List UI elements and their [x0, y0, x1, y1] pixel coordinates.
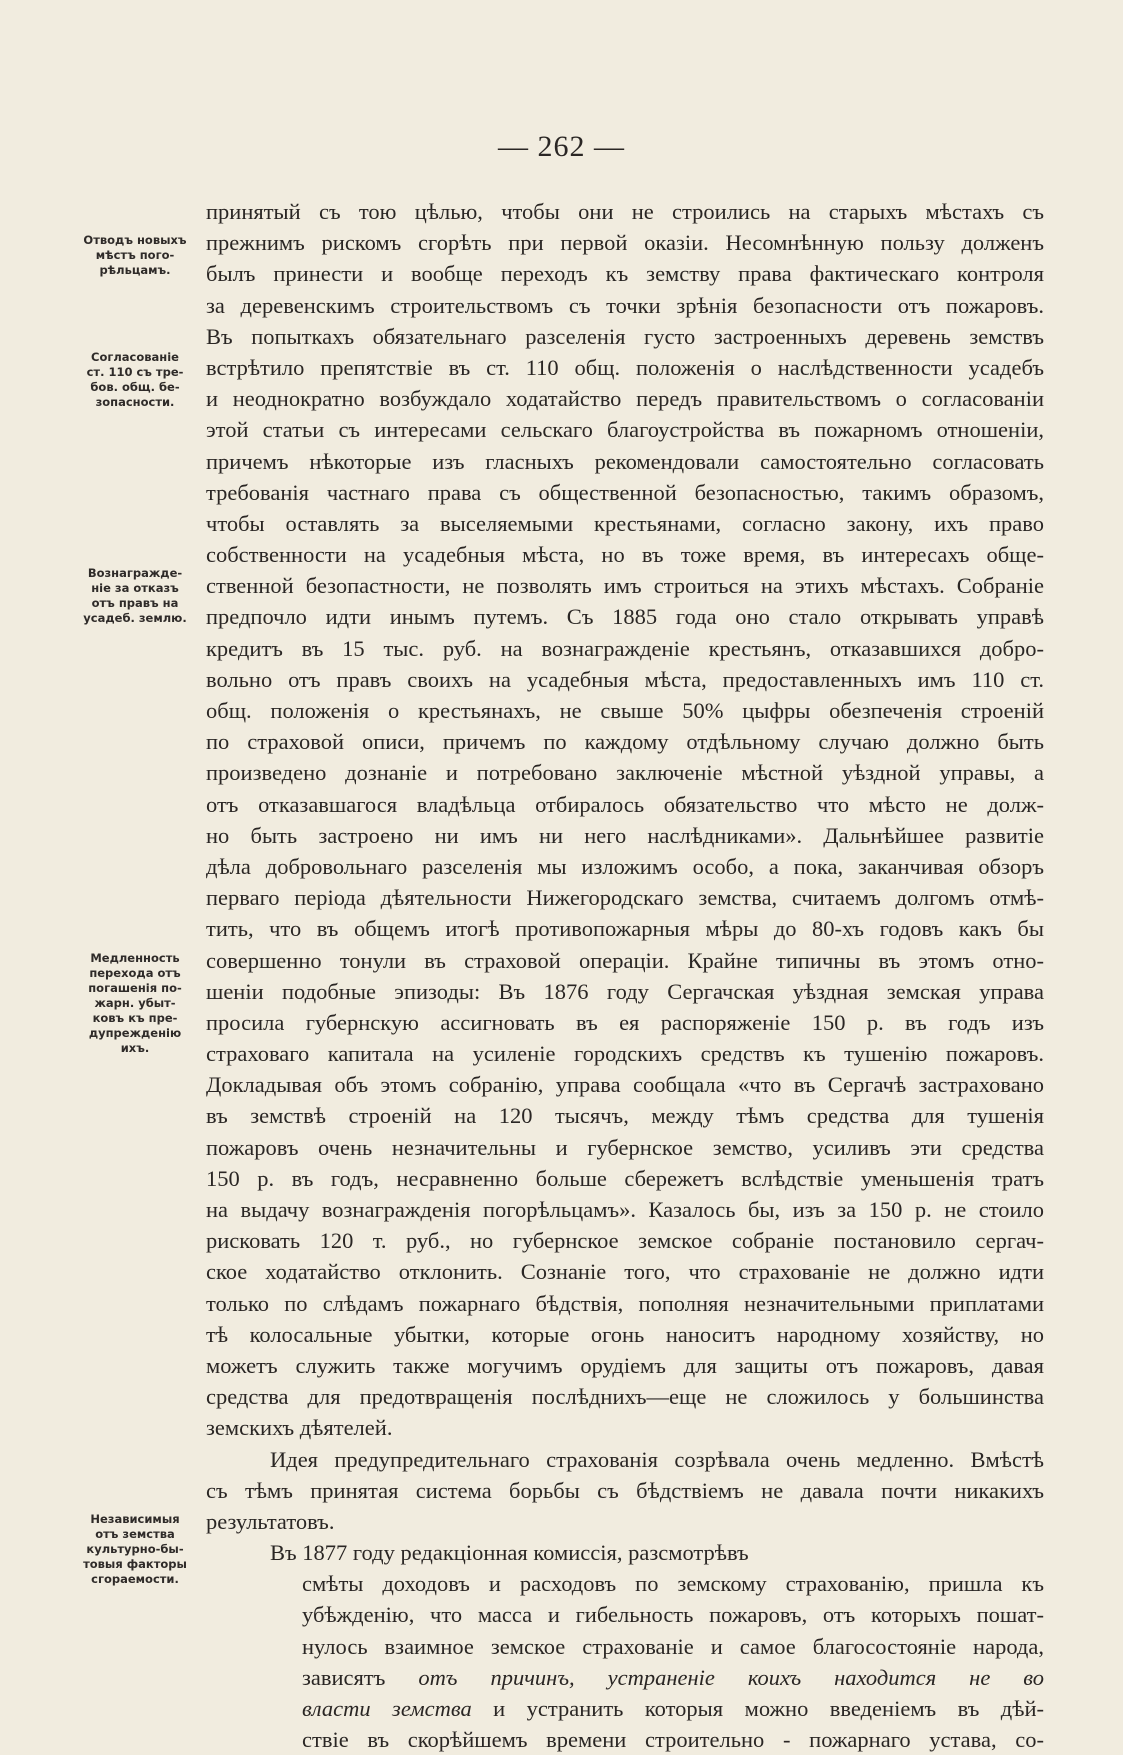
margin-note-line: жарн. убыт- — [94, 996, 176, 1010]
margin-note-line: рѣльцамъ. — [99, 263, 171, 277]
text-line: 150 р. въ годъ, несравненно больше сбережетъ вслѣдствіе уменьшенія тратъ — [206, 1165, 1044, 1191]
text-line: земскихъ дѣятелей. — [206, 1415, 393, 1441]
text-run: зависятъ — [302, 1664, 419, 1690]
text-line: средства для предотвращенія послѣднихъ—еще не сложилось у большинства — [206, 1384, 1044, 1410]
text-line: Въ попыткахъ обязательнаго разселенія густо застроенныхъ деревень земствъ — [206, 323, 1044, 349]
margin-note-line: Согласованіе — [91, 350, 179, 364]
margin-note-line: ковъ къ пре- — [92, 1011, 178, 1025]
text-line: предпочло идти инымъ путемъ. Съ 1885 года оно стало открывать управѣ — [206, 604, 1044, 630]
text-line: собственности на усадебныя мѣста, но въ тоже время, въ интересахъ обще- — [206, 542, 1044, 568]
text-line: общ. положенія о крестьянахъ, не свыше 50% цыфры обезпеченія строеній — [206, 698, 1044, 723]
paragraph-2 — [206, 1444, 1044, 1538]
text-line: рисковать 120 т. руб., но губернское земское собраніе постановило сергач- — [206, 1228, 1044, 1254]
margin-note-line: ихъ. — [120, 1041, 150, 1055]
text-line: произведено дознаніе и потребовано заключеніе мѣстной уѣздной управы, а — [206, 760, 1044, 786]
text-line: нулось взаимное земское страхованіе и самое благосостояніе народа, — [302, 1633, 1044, 1659]
margin-note-line: ст. 110 съ тре- — [86, 365, 184, 379]
text-line: перваго періода дѣятельности Нижегородскаго земства, считаемъ долгомъ отмѣ- — [206, 885, 1044, 911]
margin-note-line: усадеб. землю. — [83, 611, 187, 625]
text-line: ственной безопастности, не позволять имъ строиться на этихъ мѣстахъ. Собраніе — [206, 573, 1044, 599]
margin-note-3 — [70, 566, 200, 626]
text-line: съ тѣмъ принятая система борьбы съ бѣдствіемъ не давала почти никакихъ — [206, 1477, 1044, 1503]
text-line: убѣжденію, что масса и гибельность пожаровъ, отъ которыхъ пошат- — [302, 1602, 1044, 1628]
text-line: на выдачу вознагражденія погорѣльцамъ». Казалось бы, изъ за 150 р. не стоило — [206, 1197, 1044, 1222]
margin-note-line: ніе за отказъ — [91, 581, 179, 595]
text-line: прежнимъ рискомъ сгорѣть при первой оказіи. Несомнѣнную пользу долженъ — [206, 230, 1044, 256]
text-line: просила губернскую ассигновать въ ея распоряженіе 150 р. въ годъ изъ — [206, 1009, 1044, 1035]
text-line: можетъ служить также могучимъ орудіемъ для защиты отъ пожаровъ, давая — [206, 1352, 1044, 1378]
text-line: за деревенскимъ строительствомъ съ точки зрѣнія безопасности отъ пожаровъ. — [206, 292, 1044, 318]
text-line: принятый съ тою цѣлью, чтобы они не строились на старыхъ мѣстахъ съ — [206, 199, 1044, 224]
text-line: и неоднократно возбуждало ходатайство передъ правительствомъ о согласованіи — [206, 386, 1044, 412]
text-line: причемъ нѣкоторые изъ гласныхъ рекомендовали самостоятельно согласовать — [206, 448, 1044, 474]
italic-run: власти земства — [302, 1696, 472, 1721]
italic-run: отъ причинъ, устраненіе коихъ находится не во — [418, 1664, 1044, 1690]
body-text — [206, 196, 1044, 1755]
text-line: ствіе въ скорѣйшемъ времени строительно - пожарнаго устава, со- — [302, 1727, 1044, 1753]
text-line: вольно отъ правъ своихъ на усадебныя мѣста, предоставленныхъ имъ 110 ст. — [206, 666, 1044, 692]
text-line: совершенно тонули въ страховой операціи. Крайне типичны въ этомъ отно- — [206, 947, 1044, 973]
text-line: только по слѣдамъ пожарнаго бѣдствія, пополняя незначительными приплатами — [206, 1290, 1044, 1316]
text-run: и устранить которыя можно введеніемъ въ дѣй- — [471, 1696, 1044, 1721]
text-line: смѣты доходовъ и расходовъ по земскому страхованію, пришла къ — [302, 1571, 1044, 1597]
text-line — [206, 1693, 1044, 1724]
margin-note-line: Вознагражде- — [87, 566, 183, 580]
margin-note-line: дупрежденію — [88, 1026, 182, 1040]
text-line: тить, что въ общемъ итогѣ противопожарныя мѣры до 80-хъ годовъ какъ бы — [206, 916, 1044, 942]
margin-note-line: бов. общ. бе- — [90, 380, 180, 394]
paragraph-1 — [206, 196, 1044, 1444]
margin-note-line: зопасности. — [95, 395, 175, 409]
text-line: по страховой описи, причемъ по каждому отдѣльному случаю должно быть — [206, 729, 1044, 755]
text-line: но быть застроено ни имъ ни него наслѣдниками». Дальнѣйшее развитіе — [206, 822, 1044, 848]
text-line: въ земствѣ строеній на 120 тысячъ, между тѣмъ средства для тушенія — [206, 1103, 1044, 1129]
text-line — [206, 1662, 1044, 1693]
margin-note-line: Независимыя — [90, 1512, 180, 1526]
margin-note-line: Отводъ новыхъ — [83, 233, 187, 247]
margin-note-line: сгораемости. — [91, 1572, 179, 1586]
text-line: ское ходатайство отклонить. Сознаніе того, что страхованіе не должно идти — [206, 1259, 1044, 1285]
paragraph-3 — [206, 1537, 1044, 1755]
margin-note-line: погашенія по- — [88, 981, 182, 995]
margin-note-line: отъ земства — [95, 1527, 175, 1541]
margin-note-2 — [70, 350, 200, 410]
margin-note-line: Медленность — [90, 951, 180, 965]
text-line: былъ принести и вообще переходъ къ земству права фактическаго контроля — [206, 261, 1044, 287]
margin-note-line: товыя факторы — [83, 1557, 187, 1571]
text-line: этой статьи съ интересами сельскаго благоустройства въ пожарномъ отношеніи, — [206, 417, 1044, 443]
text-line: тѣ колосальные убытки, которые огонь наноситъ народному хозяйству, но — [206, 1321, 1044, 1347]
page-number: — 262 — — [498, 130, 625, 163]
text-line: отъ отказавшагося владѣльца отбиралось обязательство что мѣсто не долж- — [206, 791, 1044, 817]
text-line: результатовъ. — [206, 1508, 335, 1534]
text-line: Докладывая объ этомъ собранію, управа сообщала «что въ Сергачѣ застраховано — [206, 1072, 1044, 1098]
text-line: шеніи подобные эпизоды: Въ 1876 году Сергачская уѣздная земская управа — [206, 978, 1044, 1004]
margin-note-5 — [70, 1512, 200, 1587]
margin-note-line: перехода отъ — [89, 966, 181, 980]
text-line: дѣла добровольнаго разселенія мы изложимъ особо, а пока, заканчивая обзоръ — [206, 853, 1044, 879]
text-line: Идея предупредительнаго страхованія созрѣвала очень медленно. Вмѣстѣ — [270, 1446, 1044, 1472]
margin-note-4 — [70, 951, 200, 1056]
text-line: чтобы оставлять за выселяемыми крестьянами, согласно закону, ихъ право — [206, 510, 1044, 536]
margin-note-line: отъ правъ на — [91, 596, 179, 610]
margin-note-line: мѣстъ пого- — [95, 248, 175, 262]
text-line: страховаго капитала на усиленіе городскихъ средствъ къ тушенію пожаровъ. — [206, 1041, 1044, 1067]
margin-note-line: культурно-бы- — [86, 1542, 184, 1556]
text-line: кредитъ въ 15 тыс. руб. на вознагражденіе крестьянъ, отказавшихся добро- — [206, 635, 1044, 661]
margin-note-1 — [70, 233, 200, 278]
text-line: Въ 1877 году редакціонная комиссія, разсмотрѣвъ — [270, 1540, 749, 1566]
text-line: встрѣтило препятствіе въ ст. 110 общ. положенія о наслѣдственности усадебъ — [206, 354, 1044, 380]
text-line: пожаровъ очень незначительны и губернское земство, усиливъ эти средства — [206, 1134, 1044, 1160]
text-line: требованія частнаго права съ общественной безопасностью, такимъ образомъ, — [206, 479, 1044, 505]
